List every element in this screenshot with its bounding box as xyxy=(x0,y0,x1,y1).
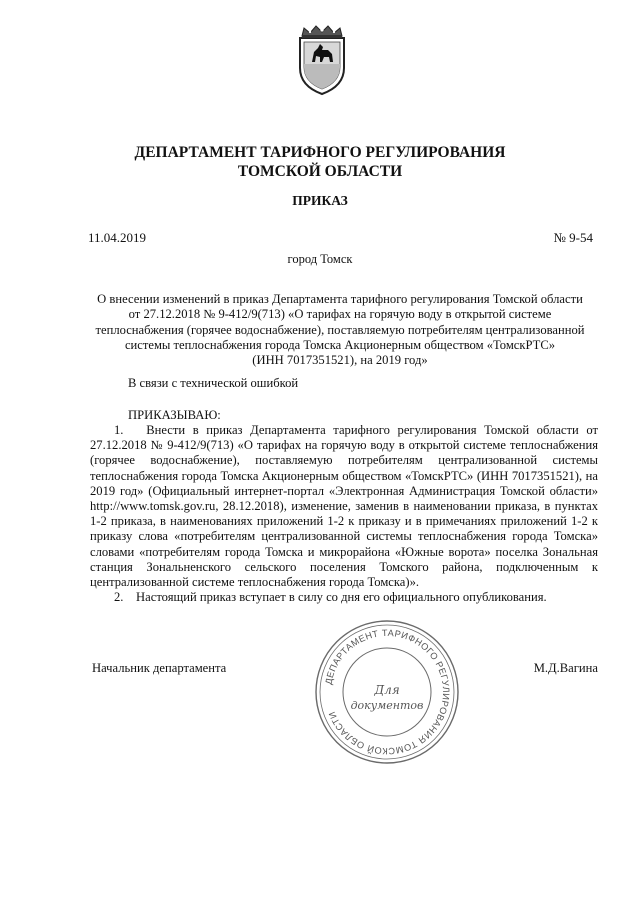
document-type-title: ПРИКАЗ xyxy=(292,193,348,208)
order-item-2 xyxy=(90,590,598,605)
subject-line: (ИНН 7017351521), на 2019 год» xyxy=(252,353,428,368)
tomsk-region-coat-of-arms-icon xyxy=(296,24,348,96)
subject-line: теплоснабжения (горячее водоснабжение), поставляемую потребителям централизованной xyxy=(95,322,585,337)
order-items xyxy=(90,423,598,605)
department-line-2: ТОМСКОЙ ОБЛАСТИ xyxy=(237,163,403,180)
subject-line: О внесении изменений в приказ Департамента тарифного регулирования Томской области xyxy=(97,292,583,306)
order-number: № 9-54 xyxy=(553,230,593,245)
order-word: ПРИКАЗЫВАЮ: xyxy=(128,408,221,422)
order-date: 11.04.2019 xyxy=(88,230,147,245)
department-heading xyxy=(0,143,640,181)
stamp-center-line-2: документов xyxy=(350,699,424,712)
signer-name: М.Д.Вагина xyxy=(533,661,598,675)
official-stamp-seal xyxy=(313,618,461,766)
order-subject xyxy=(82,292,598,368)
subject-line: системы теплоснабжения города Томска Акционерным обществом «ТомскРТС» xyxy=(124,337,556,352)
stamp-ring-text: ДЕПАРТАМЕНТ ТАРИФНОГО РЕГУЛИРОВАНИЯ ТОМСКОЙ ОБЛАСТИ xyxy=(323,627,452,757)
subject-line: от 27.12.2018 № 9-412/9(713) «О тарифах на горячую воду в открытой системе xyxy=(128,307,552,322)
item-text: Настоящий приказ вступает в силу со дня его официального опубликования. xyxy=(136,590,547,605)
stamp-center-line-1: Для xyxy=(374,683,400,697)
signer-position: Начальник департамента xyxy=(92,661,227,675)
item-number: 1. xyxy=(114,423,124,437)
department-line-1: ДЕПАРТАМЕНТ ТАРИФНОГО РЕГУЛИРОВАНИЯ xyxy=(134,144,506,161)
reason-line: В связи с технической ошибкой xyxy=(128,376,299,390)
city-line: город Томск xyxy=(287,252,353,266)
item-text: Внести в приказ Департамента тарифного регулирования Томской области от 27.12.2018 № 9-412/9(713) «О тарифах на горячую воду в открытой системе теплоснабжения (горячее водоснабжение), поставляемую потребителям централизованной системы теплоснабжения города Томска Акционерным обществом «ТомскРТС» (ИНН 7017351521), на 2019 год» (Официальный интернет-портал «Электронная Администрация Томской области» http://www.tomsk.gov.ru, 28.12.2018), изменение, заменив в наименовании приказа, в пунктах 1-2 приказа, в наименованиях приложений 1-2 к приказу и в примечаниях приложений 1-2 к приказу слова «потребителям централизованной системы теплоснабжения города Томска» словами «потребителям города Томска и микрорайона «Южные ворота» поселка Зональная станция Зональненского сельского поселения Томского района, подключенным к централизованной системе теплоснабжения города Томска)». xyxy=(90,423,598,590)
item-number: 2. xyxy=(114,590,124,605)
order-item-1 xyxy=(90,423,598,590)
